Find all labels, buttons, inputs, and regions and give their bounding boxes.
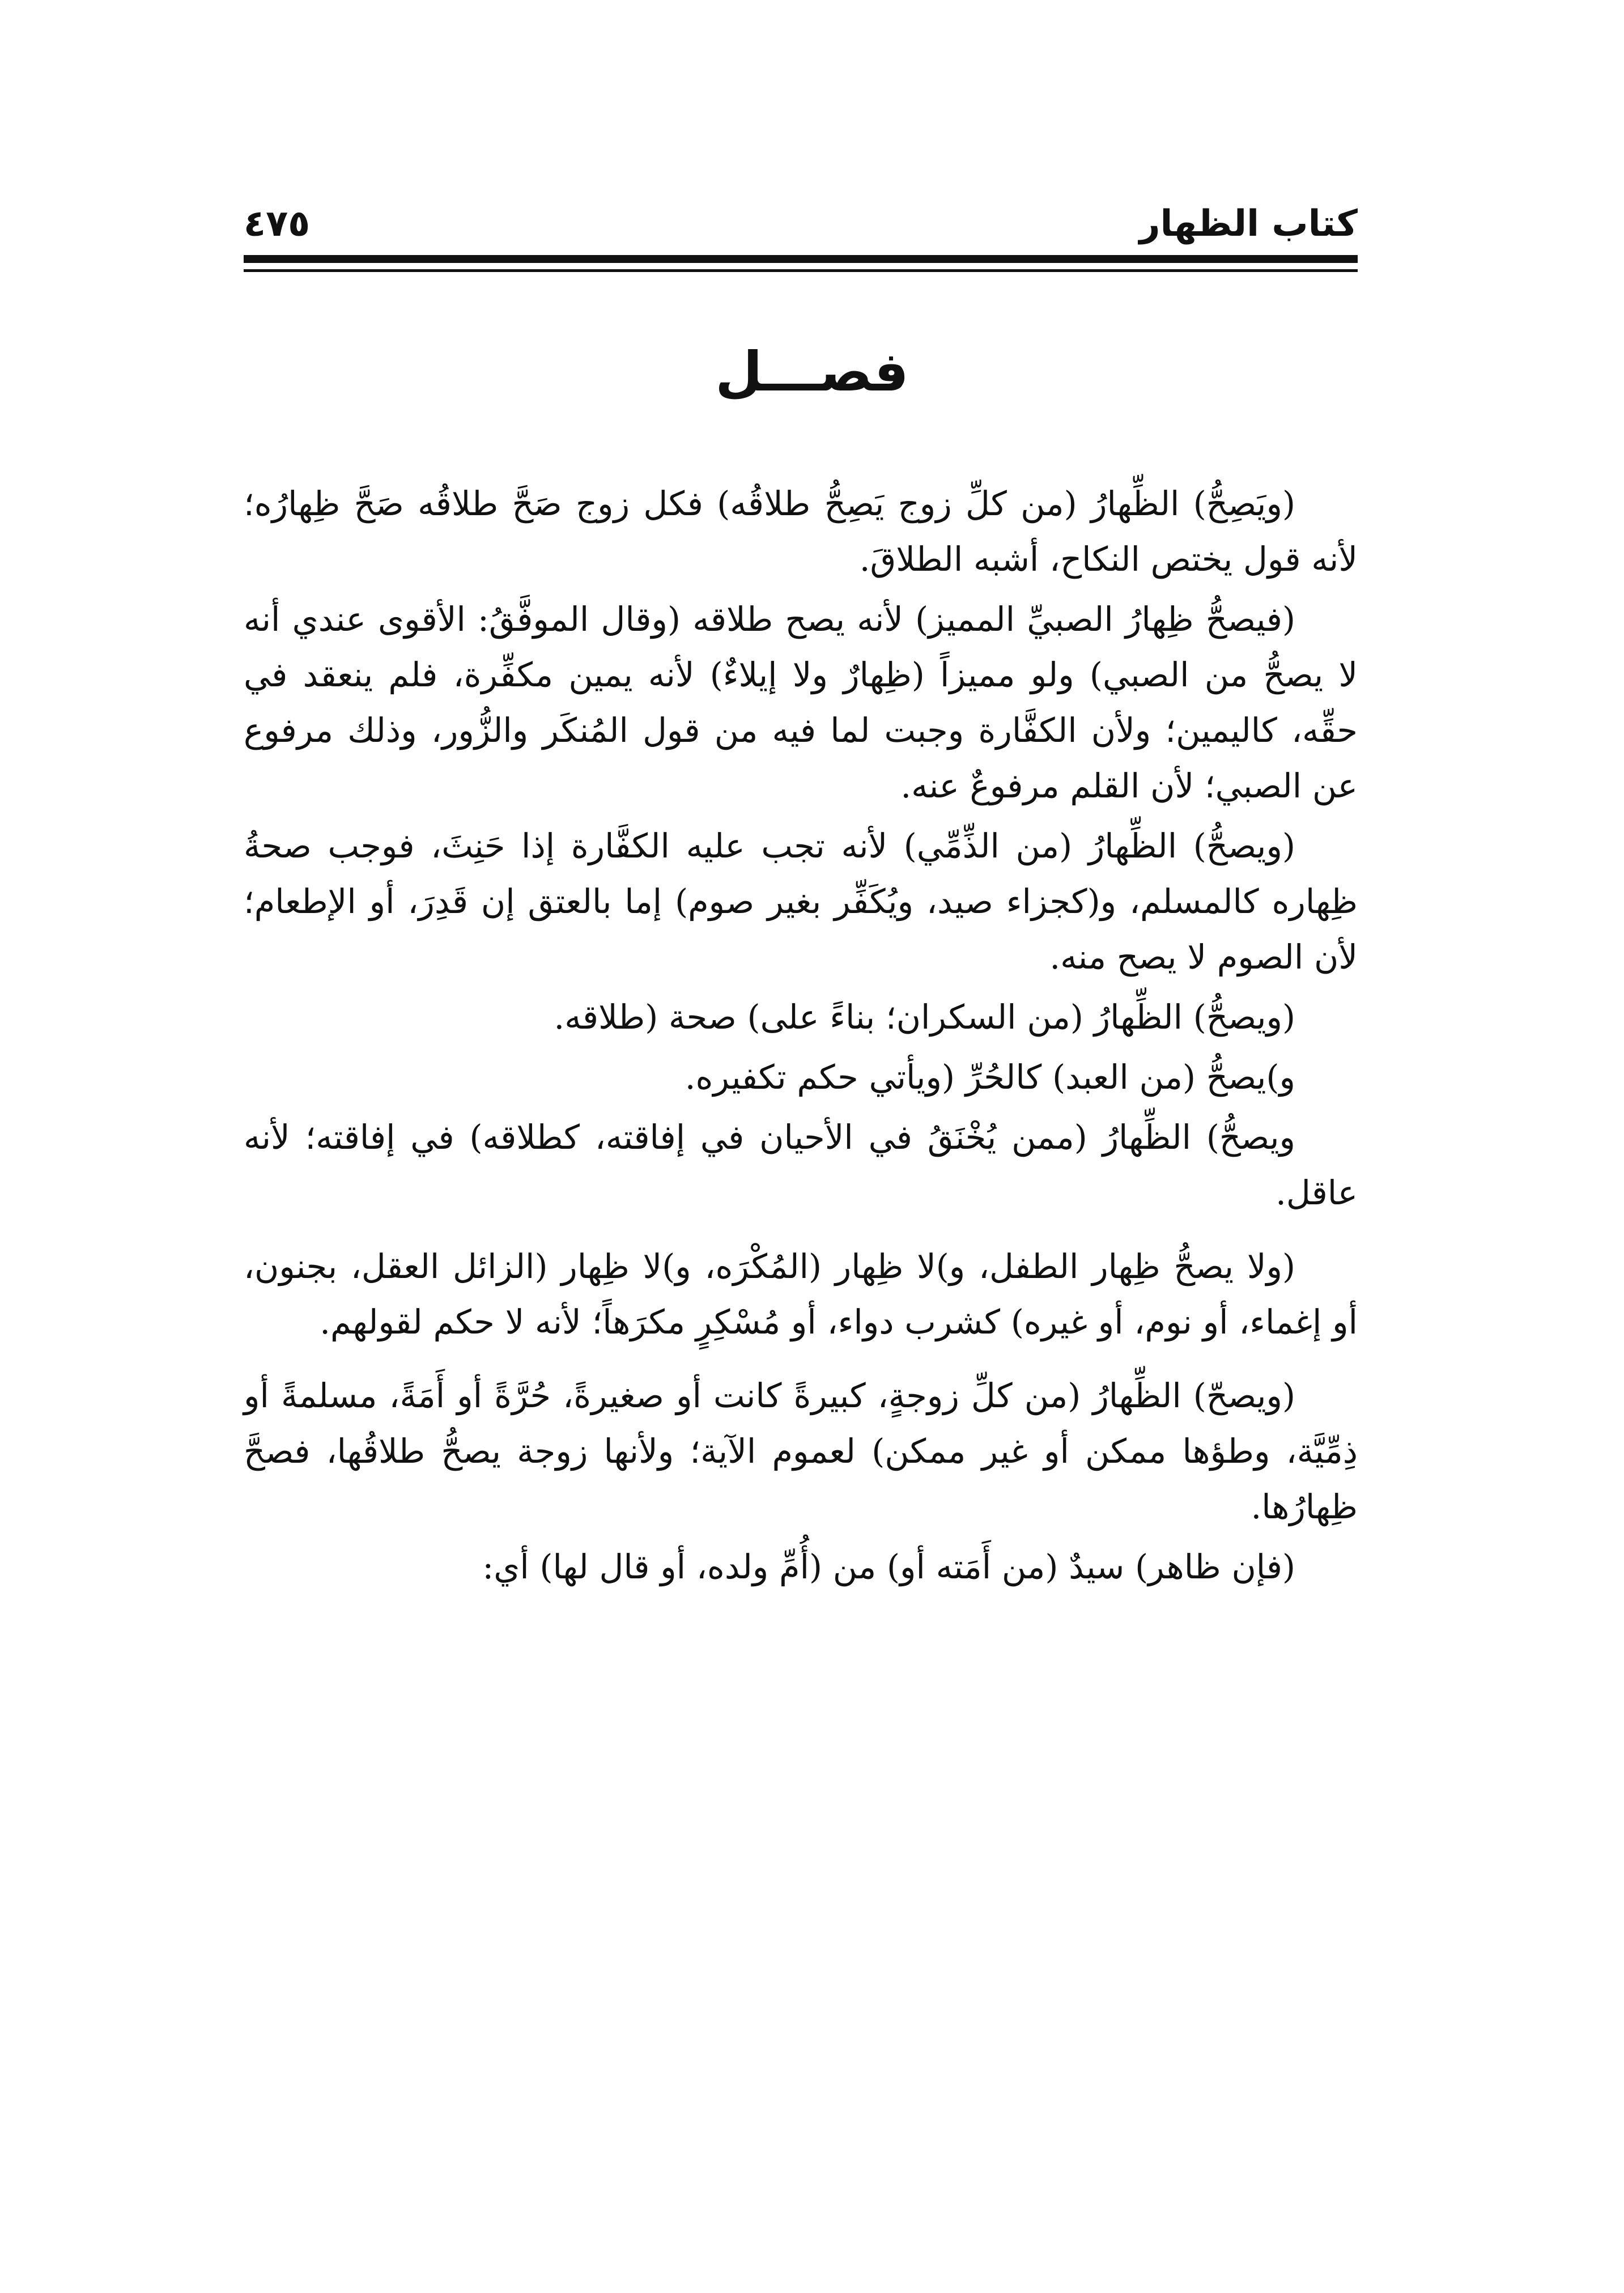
header-rule-thick (244, 255, 1358, 263)
paragraph-8: (ويصحّ) الظِّهارُ (من كلِّ زوجةٍ، كبيرةً كانت أو صغيرةً، حُرَّةً أو أَمَةً، مسلمةً أو ذِمِّيَّة، وطؤها ممكن أو غير ممكن) لعموم الآية؛ ولأنها زوجة يصحُّ طلاقُها، فصحَّ ظِهارُها. (244, 1376, 1358, 1526)
paragraph-3: (ويصحُّ) الظِّهارُ (من الذِّمِّي) لأنه تجب عليه الكفَّارة إذا حَنِثَ، فوجب صحةُ ظِهاره كالمسلم، و(كجزاء صيد، ويُكَفِّر بغير صوم) إما بالعتق إن قَدِرَ، أو الإطعام؛ لأن الصوم لا يصح منه. (244, 826, 1358, 976)
page-header (244, 193, 1358, 255)
paragraph-5: و)يصحُّ (من العبد) كالحُرِّ (ويأتي حكم تكفيره. (685, 1058, 1295, 1097)
header-rule-thin (244, 269, 1358, 272)
paragraph-4: (ويصحُّ) الظِّهارُ (من السكران؛ بناءً على) صحة (طلاقه. (554, 997, 1295, 1037)
section-heading: فصـــل (715, 340, 909, 404)
body-text (244, 476, 1358, 1599)
paragraph-7: (ولا يصحُّ ظِهار الطفل، و)لا ظِهار (المُكْرَه، و)لا ظِهار (الزائل العقل، بجنون، أو إغماء، أو نوم، أو غيره) كشرب دواء، أو مُسْكِرٍ مكرَهاً؛ لأنه لا حكم لقولهم. (244, 1247, 1358, 1341)
running-title: كتاب الظهار (1139, 203, 1358, 245)
paragraph-gap (244, 1354, 1358, 1368)
page-number: ٤٧٥ (244, 203, 311, 245)
paragraph-gap (244, 1225, 1358, 1239)
paragraph-2: (فيصحُّ ظِهارُ الصبيِّ المميز) لأنه يصح طلاقه (وقال الموفَّقُ: الأقوى عندي أنه لا يصحُّ من الصبي) ولو مميزاً (ظِهارٌ ولا إيلاءٌ) لأنه يمين مكفِّرة، فلم ينعقد في حقِّه، كاليمين؛ ولأن الكفَّارة وجبت لما فيه من قول المُنكَر والزُّور، وذلك مرفوع عن الصبي؛ لأن القلم مرفوعٌ عنه. (244, 600, 1358, 805)
paragraph-6: ويصحُّ) الظِّهارُ (ممن يُخْنَقُ في الأحيان في إفاقته، كطلاقه) في إفاقته؛ لأنه عاقل. (244, 1118, 1358, 1212)
paragraph-9: (فإن ظاهر) سيدٌ (من أَمَته أو) من (أُمِّ ولده، أو قال لها) أي: (482, 1547, 1295, 1586)
paragraph-1: (ويَصِحُّ) الظِّهارُ (من كلِّ زوج يَصِحُّ طلاقُه) فكل زوج صَحَّ طلاقُه صَحَّ ظِهارُه؛ لأنه قول يختص النكاح، أشبه الطلاقَ. (244, 484, 1358, 579)
